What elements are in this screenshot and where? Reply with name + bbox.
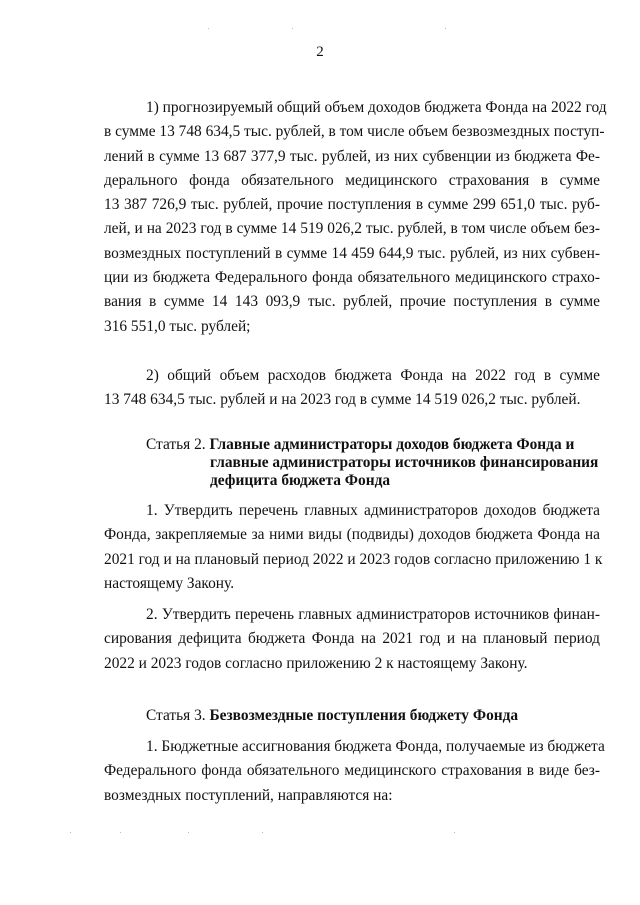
page-number: 2 <box>316 44 324 60</box>
text-line: 13 387 726,9 тыс. рублей, прочие поступления в сумме 299 651,0 тыс. руб- <box>104 196 600 214</box>
text-line: 2. Утвердить перечень главных администраторов источников финан- <box>146 606 600 623</box>
text-line: в сумме 13 748 634,5 тыс. рублей, в том числе объем безвозмездных поступ- <box>104 123 605 141</box>
article-2-title-line: Главные администраторы доходов бюджета Фонда и <box>209 436 575 453</box>
scan-dot <box>445 28 446 29</box>
article-2-heading <box>146 436 598 490</box>
text-line: Федерального фонда обязательного медицинского страхования в виде без- <box>104 762 600 780</box>
text-line: ции из бюджета Федерального фонда обязательного медицинского страхо- <box>104 269 600 287</box>
scan-dot <box>70 832 71 833</box>
scan-artifacts-top <box>0 28 640 29</box>
text-line: 2021 год и на плановый период 2022 и 2023 годов согласно приложению 1 к <box>104 550 603 568</box>
paragraph-article-2-item-1 <box>104 499 603 596</box>
scan-dot <box>292 28 293 29</box>
text-line: возмездных поступлений, направляются на: <box>104 786 393 804</box>
scan-dot <box>454 832 455 833</box>
text-line: вания в сумме 14 143 093,9 тыс. рублей, прочие поступления в сумме <box>104 293 600 311</box>
text-line: 1. Утвердить перечень главных администраторов доходов бюджета <box>146 502 600 519</box>
article-3-title: Безвозмездные поступления бюджету Фонда <box>209 707 519 724</box>
text-line: настоящему Закону. <box>104 574 235 592</box>
text-line: 1. Бюджетные ассигнования бюджета Фонда, получаемые из бюджета <box>146 738 605 755</box>
paragraph-article-2-item-2 <box>104 603 600 676</box>
text-line: 2) общий объем расходов бюджета Фонда на 2022 год в сумме <box>146 367 600 384</box>
scan-dot <box>262 832 263 833</box>
text-line: 13 748 634,5 тыс. рублей и на 2023 год в сумме 14 519 026,2 тыс. рублей. <box>104 391 581 409</box>
text-line: 1) прогнозируемый общий объем доходов бюджета Фонда на 2022 год <box>146 99 607 116</box>
article-2-title-line: главные администраторы источников финансирования <box>210 454 599 471</box>
text-line: Фонда, закрепляемые за ними виды (подвиды) доходов бюджета Фонда на <box>104 526 600 544</box>
text-line: 2022 и 2023 годов согласно приложению 2 к настоящему Закону. <box>104 654 528 672</box>
text-line: лений в сумме 13 687 377,9 тыс. рублей, из них субвенции из бюджета Фе- <box>104 147 600 165</box>
article-3-label: Статья 3. <box>146 707 210 724</box>
paragraph-article-3-item-1 <box>104 735 605 808</box>
article-3-heading <box>146 707 518 725</box>
text-line: лей, и на 2023 год в сумме 14 519 026,2 тыс. рублей, в том числе объем без- <box>104 220 600 238</box>
scan-artifacts-bottom <box>0 832 640 833</box>
scan-dot <box>188 832 189 833</box>
text-line: сирования дефицита бюджета Фонда на 2021 год и на плановый период <box>104 630 600 648</box>
scan-dot <box>208 28 209 29</box>
article-2-title-line: дефицита бюджета Фонда <box>210 472 391 489</box>
paragraph-expenditure <box>104 364 600 413</box>
article-2-label: Статья 2. <box>146 436 210 453</box>
text-line: возмездных поступлений в сумме 14 459 644,9 тыс. рублей, из них субвен- <box>104 244 600 262</box>
text-line: дерального фонда обязательного медицинского страхования в сумме <box>104 171 600 189</box>
text-line: 316 551,0 тыс. рублей; <box>104 317 251 335</box>
scan-dot <box>120 832 121 833</box>
paragraph-income-forecast <box>104 96 607 339</box>
